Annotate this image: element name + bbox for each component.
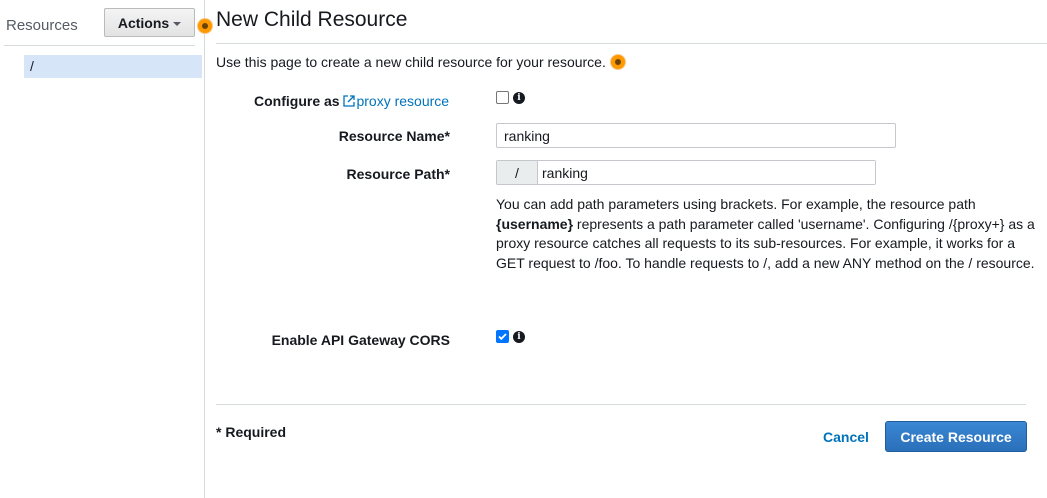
- check-icon: [497, 331, 508, 342]
- resource-path-help: [496, 195, 1036, 273]
- divider: [216, 43, 1047, 44]
- external-link-icon: [343, 95, 355, 107]
- resources-title: Resources: [6, 17, 78, 34]
- resource-path-field: [496, 160, 876, 185]
- page-title: New Child Resource: [216, 8, 408, 31]
- tree-item-label: /: [30, 58, 34, 74]
- info-icon[interactable]: i: [513, 92, 525, 104]
- proxy-resource-link-text: proxy resource: [356, 93, 450, 109]
- configure-as-text: Configure as: [254, 93, 340, 109]
- highlight-dot-icon: [198, 19, 212, 33]
- cors-label: Enable API Gateway CORS: [271, 332, 450, 348]
- intro-text: [216, 54, 606, 70]
- info-icon[interactable]: i: [513, 331, 525, 343]
- divider: [4, 45, 195, 46]
- help-text-bold: {username}: [496, 215, 574, 232]
- divider: [216, 404, 1026, 405]
- proxy-resource-link[interactable]: [343, 93, 449, 109]
- actions-label: Actions: [117, 14, 170, 31]
- resource-name-label: Resource Name*: [338, 128, 450, 144]
- create-resource-button[interactable]: Create Resource: [885, 421, 1027, 452]
- tree-item-root[interactable]: [24, 55, 202, 78]
- chevron-down-icon: [173, 22, 181, 26]
- configure-proxy-label: [254, 93, 449, 109]
- resource-path-input[interactable]: [538, 161, 875, 184]
- cors-checkbox[interactable]: [496, 330, 509, 343]
- resource-path-prefix: /: [497, 161, 538, 184]
- help-text-1: You can add path parameters using brackets. For example, the resource path: [496, 196, 976, 212]
- resource-name-input[interactable]: [496, 123, 896, 148]
- resource-path-label: Resource Path*: [346, 166, 450, 182]
- resources-panel: [0, 0, 205, 498]
- actions-button[interactable]: [104, 8, 195, 37]
- intro-label: Use this page to create a new child resource for your resource.: [216, 54, 606, 70]
- required-note: * Required: [216, 424, 287, 440]
- proxy-resource-checkbox[interactable]: [496, 91, 509, 104]
- cancel-button[interactable]: Cancel: [823, 429, 869, 445]
- highlight-dot-icon: [611, 55, 625, 69]
- help-text-2: represents a path parameter called 'username'. Configuring /{proxy+} as a proxy resource catches all requests to its sub-resources. For example, it works for a GET request to /foo. To handle requests to /, add a new ANY method on the / resource.: [496, 215, 1035, 271]
